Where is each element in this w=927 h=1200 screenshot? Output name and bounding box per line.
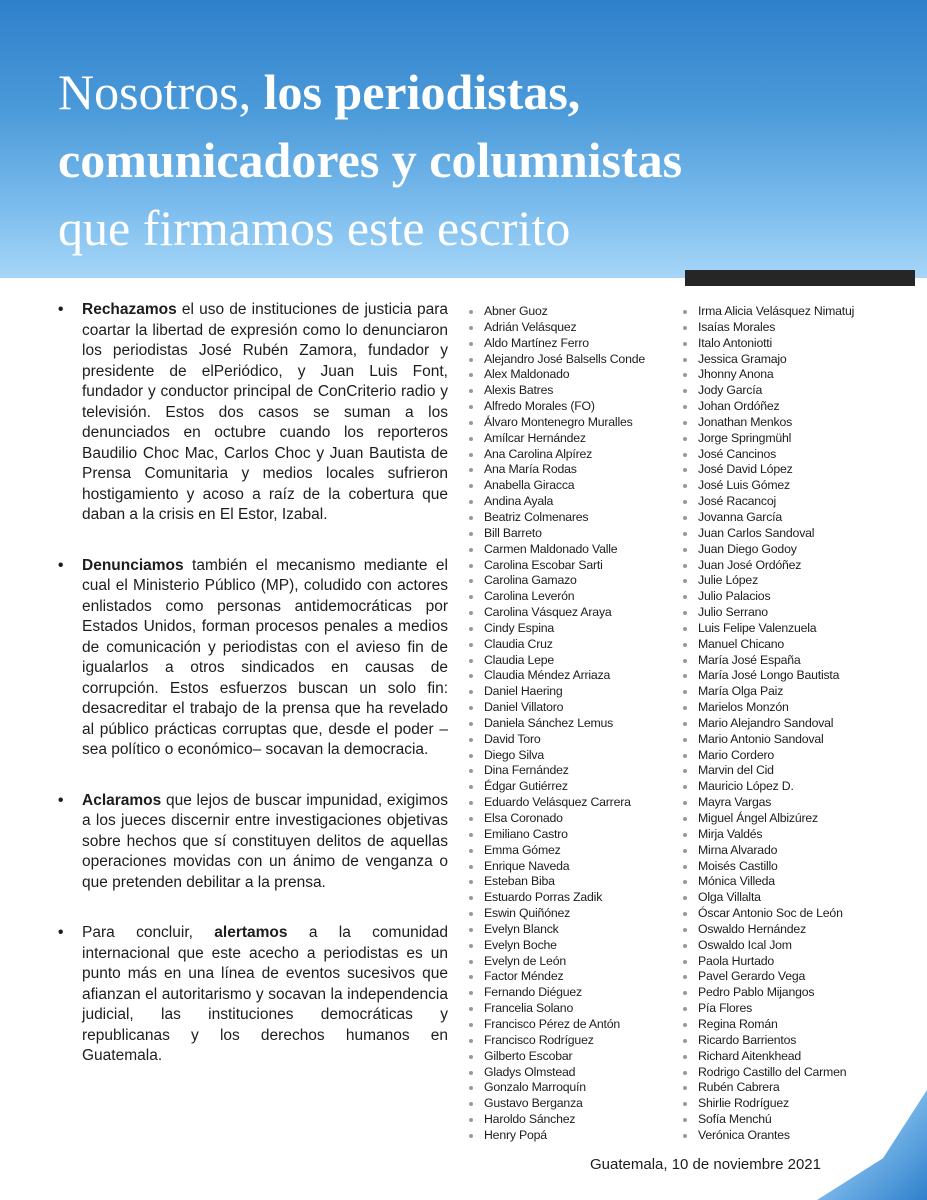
signatory-name: Julio Palacios [680, 589, 854, 605]
signatory-name: Carolina Escobar Sarti [466, 558, 645, 574]
paragraph-aclaramos [58, 791, 448, 894]
signatory-name: Dina Fernández [466, 763, 645, 779]
signatory-name: Luis Felipe Valenzuela [680, 621, 854, 637]
signatory-name: Alejandro José Balsells Conde [466, 352, 645, 368]
signatory-name: Mónica Villeda [680, 874, 854, 890]
signatory-name: Mauricio López D. [680, 779, 854, 795]
paragraph-text: también el mecanismo mediante el cual el Ministerio Público (MP), coludido con actores enlistados como personas antidemocráticas por Estados Unidos, forman procesos penales a medios de comunicación y periodistas con el avieso fin de igualarlos a otros sindicados en causas de corrupción. Estos esfuerzos buscan un solo fin: desacreditar el trabajo de la prensa que ha revelado al público prácticas corruptas que, desde el poder –sea político o económico– socavan la democracia. [82, 556, 448, 758]
signatory-name: José David López [680, 462, 854, 478]
header-banner [0, 0, 927, 278]
title-line1-bold: los periodistas, [263, 64, 581, 120]
signatory-name: Enrique Naveda [466, 859, 645, 875]
signatory-name: Daniel Villatoro [466, 700, 645, 716]
signatories-list-left [466, 304, 645, 1144]
signatory-name: David Toro [466, 732, 645, 748]
paragraph-rechazamos [58, 300, 448, 526]
signatory-name: María José España [680, 653, 854, 669]
signatory-name: Claudia Lepe [466, 653, 645, 669]
paragraph-text: a la comunidad internacional que este acecho a periodistas es un punto más en una línea de eventos sucesivos que afianzan el autoritarismo y socavan la independencia judicial, las instituciones democráticas y republicanas y los derechos humanos en Guatemala. [82, 924, 448, 1064]
signatory-name: Pedro Pablo Mijangos [680, 985, 854, 1001]
signatory-name: Johan Ordóñez [680, 399, 854, 415]
paragraph-text: que lejos de buscar impunidad, exigimos a los jueces discernir entre investigaciones objetivas sobre hechos que sí constituyen delitos de aquellas operaciones movidas con un ánimo de venganza o que pretenden debilitar a la prensa. [82, 791, 448, 891]
place-date-line: Guatemala, 10 de noviembre 2021 [590, 1156, 821, 1173]
paragraph-denunciamos [58, 556, 448, 761]
title-line-3: que firmamos este escrito [58, 200, 571, 256]
signatory-name: Oswaldo Ical Jom [680, 938, 854, 954]
signatory-name: Andina Ayala [466, 494, 645, 510]
paragraph-keyword: Rechazamos [82, 301, 177, 318]
signatory-name: Henry Popá [466, 1128, 645, 1144]
paragraph-keyword: alertamos [214, 924, 288, 941]
signatory-name: Pavel Gerardo Vega [680, 969, 854, 985]
signatory-name: Estuardo Porras Zadik [466, 890, 645, 906]
signatory-name: Édgar Gutiérrez [466, 779, 645, 795]
signatory-name: Ana Carolina Alpírez [466, 447, 645, 463]
signatory-name: Alfredo Morales (FO) [466, 399, 645, 415]
bullet-marker: • [58, 556, 64, 574]
decorative-divider-bar [685, 270, 915, 286]
bullet-marker: • [58, 791, 64, 809]
paragraph-keyword: Denunciamos [82, 556, 184, 574]
signatory-name: Carolina Vásquez Araya [466, 605, 645, 621]
signatory-name: Jhonny Anona [680, 367, 854, 383]
signatory-name: Gladys Olmstead [466, 1065, 645, 1081]
signatory-name: Marielos Monzón [680, 700, 854, 716]
signatory-name: María Olga Paiz [680, 684, 854, 700]
signatory-name: Jessica Gramajo [680, 352, 854, 368]
signatory-name: Jorge Springmühl [680, 431, 854, 447]
signatory-name: Francisco Pérez de Antón [466, 1017, 645, 1033]
signatory-name: Julie López [680, 573, 854, 589]
signatory-name: Gustavo Berganza [466, 1096, 645, 1112]
signatory-name: Juan Carlos Sandoval [680, 526, 854, 542]
signatory-name: Oswaldo Hernández [680, 922, 854, 938]
signatory-name: Aldo Martínez Ferro [466, 336, 645, 352]
signatory-name: Amílcar Hernández [466, 431, 645, 447]
signatory-name: Pía Flores [680, 1001, 854, 1017]
bullet-marker: • [58, 301, 64, 318]
signatory-name: Alex Maldonado [466, 367, 645, 383]
signatory-name: Beatriz Colmenares [466, 510, 645, 526]
signatory-name: José Racancoj [680, 494, 854, 510]
signatory-name: Fernando Diéguez [466, 985, 645, 1001]
signatory-name: Mayra Vargas [680, 795, 854, 811]
signatory-name: Richard Aitenkhead [680, 1049, 854, 1065]
signatory-name: Mario Cordero [680, 748, 854, 764]
signatory-name: Diego Silva [466, 748, 645, 764]
signatory-name: Álvaro Montenegro Muralles [466, 415, 645, 431]
signatory-name: Marvin del Cid [680, 763, 854, 779]
signatory-name: Shirlie Rodríguez [680, 1096, 854, 1112]
signatory-name: Julio Serrano [680, 605, 854, 621]
signatory-name: Regina Román [680, 1017, 854, 1033]
signatory-name: Claudia Méndez Arriaza [466, 668, 645, 684]
statement-column [58, 300, 448, 1097]
signatory-name: Carolina Gamazo [466, 573, 645, 589]
signatory-name: Francelia Solano [466, 1001, 645, 1017]
signatory-name: Mario Antonio Sandoval [680, 732, 854, 748]
signatory-name: Evelyn Blanck [466, 922, 645, 938]
signatory-name: Juan José Ordóñez [680, 558, 854, 574]
signatory-name: Evelyn Boche [466, 938, 645, 954]
signatory-name: Paola Hurtado [680, 954, 854, 970]
signatory-name: Gilberto Escobar [466, 1049, 645, 1065]
signatory-name: Factor Méndez [466, 969, 645, 985]
signatory-name: Cindy Espina [466, 621, 645, 637]
bullet-marker: • [58, 924, 64, 941]
signatory-name: Isaías Morales [680, 320, 854, 336]
signatory-name: Evelyn de León [466, 954, 645, 970]
signatory-name: Elsa Coronado [466, 811, 645, 827]
signatory-name: Daniel Haering [466, 684, 645, 700]
signatory-name: Ricardo Barrientos [680, 1033, 854, 1049]
signatory-name: Jovanna García [680, 510, 854, 526]
paragraph-text: el uso de instituciones de justicia para coartar la libertad de expresión como lo denunciaron los periodistas José Rubén Zamora, fundador y presidente de elPeriódico, y Juan Luis Font, fundador y conductor principal de ConCriterio radio y televisión. Estos dos casos se suman a los denunciados en octubre cuando los reporteros Baudilio Choc Mac, Carlos Choc y Juan Bautista de Prensa Comunitaria y medios locales sufrieron hostigamiento y acoso a raíz de la cobertura que daban a la crisis en El Estor, Izabal. [82, 301, 448, 523]
signatory-name: José Luis Gómez [680, 478, 854, 494]
signatory-name: Rubén Cabrera [680, 1080, 854, 1096]
signatory-name: Adrián Velásquez [466, 320, 645, 336]
title-line-1 [58, 58, 918, 126]
signatory-name: Eduardo Velásquez Carrera [466, 795, 645, 811]
signatory-name: Mirna Alvarado [680, 843, 854, 859]
signatory-name: Francisco Rodríguez [466, 1033, 645, 1049]
signatory-name: Miguel Ángel Albizúrez [680, 811, 854, 827]
signatory-name: Verónica Orantes [680, 1128, 854, 1144]
signatory-name: Abner Guoz [466, 304, 645, 320]
paragraph-alertamos [58, 923, 448, 1067]
signatory-name: Irma Alicia Velásquez Nimatuj [680, 304, 854, 320]
signatory-name: Daniela Sánchez Lemus [466, 716, 645, 732]
signatory-name: Eswin Quiñónez [466, 906, 645, 922]
signatory-name: Manuel Chicano [680, 637, 854, 653]
signatory-name: María José Longo Bautista [680, 668, 854, 684]
title-line2-bold: comunicadores y columnistas [58, 132, 683, 188]
signatory-name: Esteban Biba [466, 874, 645, 890]
signatory-name: Rodrigo Castillo del Carmen [680, 1065, 854, 1081]
signatory-name: Claudia Cruz [466, 637, 645, 653]
page-title [58, 58, 918, 262]
signatory-name: Juan Diego Godoy [680, 542, 854, 558]
signatory-name: Jody García [680, 383, 854, 399]
signatories-list-right [680, 304, 854, 1144]
signatory-name: Anabella Giracca [466, 478, 645, 494]
signatory-name: Emma Gómez [466, 843, 645, 859]
paragraph-keyword: Aclaramos [82, 791, 162, 809]
signatory-name: Ana María Rodas [466, 462, 645, 478]
signatory-name: Carolina Leverón [466, 589, 645, 605]
signatory-name: Alexis Batres [466, 383, 645, 399]
signatory-name: Italo Antoniotti [680, 336, 854, 352]
signatory-name: Gonzalo Marroquín [466, 1080, 645, 1096]
signatory-name: Emiliano Castro [466, 827, 645, 843]
signatory-name: Bill Barreto [466, 526, 645, 542]
signatory-name: Carmen Maldonado Valle [466, 542, 645, 558]
signatory-name: Mirja Valdés [680, 827, 854, 843]
signatory-name: Moisés Castillo [680, 859, 854, 875]
signatory-name: Sofía Menchú [680, 1112, 854, 1128]
signatory-name: José Cancinos [680, 447, 854, 463]
signatory-name: Haroldo Sánchez [466, 1112, 645, 1128]
signatory-name: Óscar Antonio Soc de León [680, 906, 854, 922]
title-line-2 [58, 126, 918, 194]
title-line1-regular: Nosotros, [58, 64, 264, 120]
signatory-name: Olga Villalta [680, 890, 854, 906]
signatory-name: Jonathan Menkos [680, 415, 854, 431]
paragraph-lead: Para concluir, [82, 924, 215, 941]
signatory-name: Mario Alejandro Sandoval [680, 716, 854, 732]
